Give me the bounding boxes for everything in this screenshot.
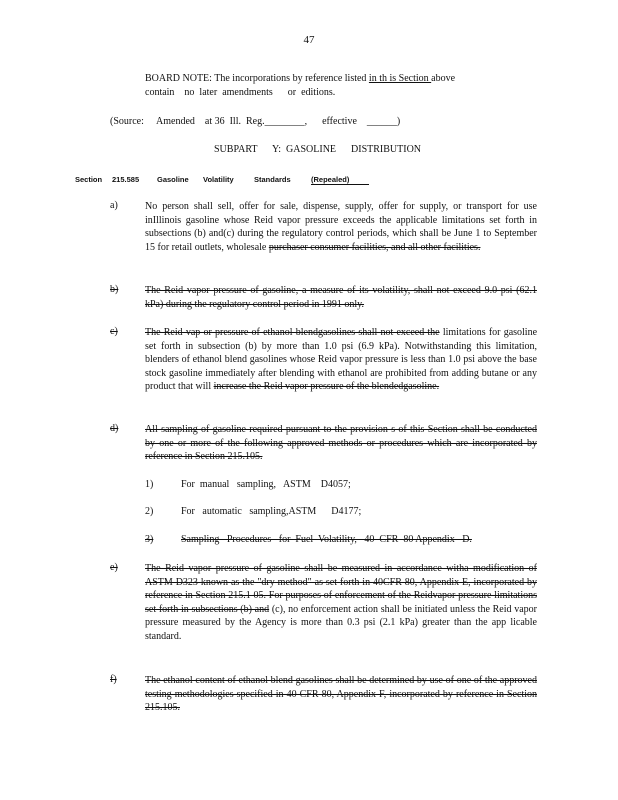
para-d-item-1-num: 1) [145, 479, 154, 490]
para-c-struck-end: increase the Reid vapor pressure of the blendedgasoline. [213, 381, 440, 393]
board-note-text-end: above [431, 73, 456, 84]
para-e-label: e) [110, 562, 118, 573]
section-repealed: (Repealed) [311, 175, 369, 185]
para-a [145, 200, 537, 254]
source-label: (Source: [110, 116, 144, 127]
page-number: 47 [303, 34, 315, 46]
para-f-text: The ethanol content of ethanol blend gasolines shall be determined by use of one of the approved testing methodologies specified in 40 CFR 80, Appendix F, incorporated by reference in Section 215.105. [145, 675, 537, 714]
para-b-text: The Reid vapor pressure of gasoline, a measure of its volatility, shall not exceed 9.0 psi (62.1 kPa) during the regulatory control period in 1991 only. [145, 285, 537, 310]
board-note-underlined: in th is Section [368, 73, 432, 84]
board-note-line-1 [145, 72, 455, 85]
para-d-item-1-text: For manual sampling, ASTM D4057; [181, 479, 351, 490]
para-e-text: (c), no enforcement action shall be initiated unless the Reid vapor pressure measured by the Agency is more than 0.3 psi (2.1 kPa) greater than the app licable standard. [145, 603, 537, 642]
para-c-struck-start: The Reid vap or pressure of ethanol blendgasolines shall not exceed the [145, 327, 440, 338]
para-b-label: b) [110, 284, 119, 295]
para-c-label: c) [110, 326, 118, 337]
para-a-struck: purchaser consumer facilities, and all other facilities. [268, 241, 481, 253]
section-title-word-1: Gasoline [157, 175, 189, 184]
para-d-label: d) [110, 423, 119, 434]
para-d-item-2-text: For automatic sampling,ASTM D4177; [181, 506, 362, 517]
section-word: Section [75, 175, 103, 184]
para-a-text: No person shall sell, offer for sale, dispense, supply, offer for supply, or transport for use inIllinois gasoline whose Reid vapor pressure exceeds the applicable limitations set forth in subsections (b) and(c) during the regulatory control periods, which shall be June 1 to September 15 for retail outlets, wholesale [145, 201, 537, 253]
board-note-line-2: contain no later amendments or editions. [145, 87, 336, 98]
board-note-text: BOARD NOTE: The incorporations by reference listed [145, 73, 369, 84]
section-number: 215.585 [112, 175, 140, 184]
para-c [145, 326, 537, 394]
section-title-word-3: Standards [254, 175, 291, 184]
subpart-title: SUBPART Y: GASOLINE DISTRIBUTION [214, 144, 422, 155]
para-f-label: f) [110, 674, 117, 685]
source-text: Amended at 36 Ill. Reg.________, effective ______) [156, 116, 401, 127]
para-c-text: limitations for gasoline set forth in subsection (b) by more than 1.0 psi (6.9 kPa). Notwithstanding this limitation, blenders of ethanol blend gasolines whose Reid vapor pressure is less than 1.0 psi above the base stock gasoline immediately after blending with ethanol are prohibited from adding butane or any product that will [145, 327, 538, 393]
section-title-word-2: Volatility [203, 175, 234, 184]
para-e-struck: The Reid vapor pressure of gasoline shall be measured in accordance witha modification of ASTM D323 known as the "dry method" as set forth in 40CFR 80, Appendix E, incorporated by reference in Section 215.1 05. For purposes of enforcement of the Reidvapor pressure limitations set forth in subsections (b) and [145, 563, 537, 615]
para-d-text: All sampling of gasoline required pursuant to the provision s of this Section shall be conducted by one or more of the following approved methods or procedures which are incorporated by reference in Section 215.105. [145, 424, 537, 463]
para-d-item-3-num: 3) [145, 534, 154, 545]
para-e [145, 562, 537, 644]
para-d-item-3-text: Sampling Procedures for Fuel Volatility, 40 CFR 80 Appendix D. [181, 534, 472, 545]
para-d-item-2-num: 2) [145, 506, 154, 517]
para-a-label: a) [110, 200, 118, 211]
